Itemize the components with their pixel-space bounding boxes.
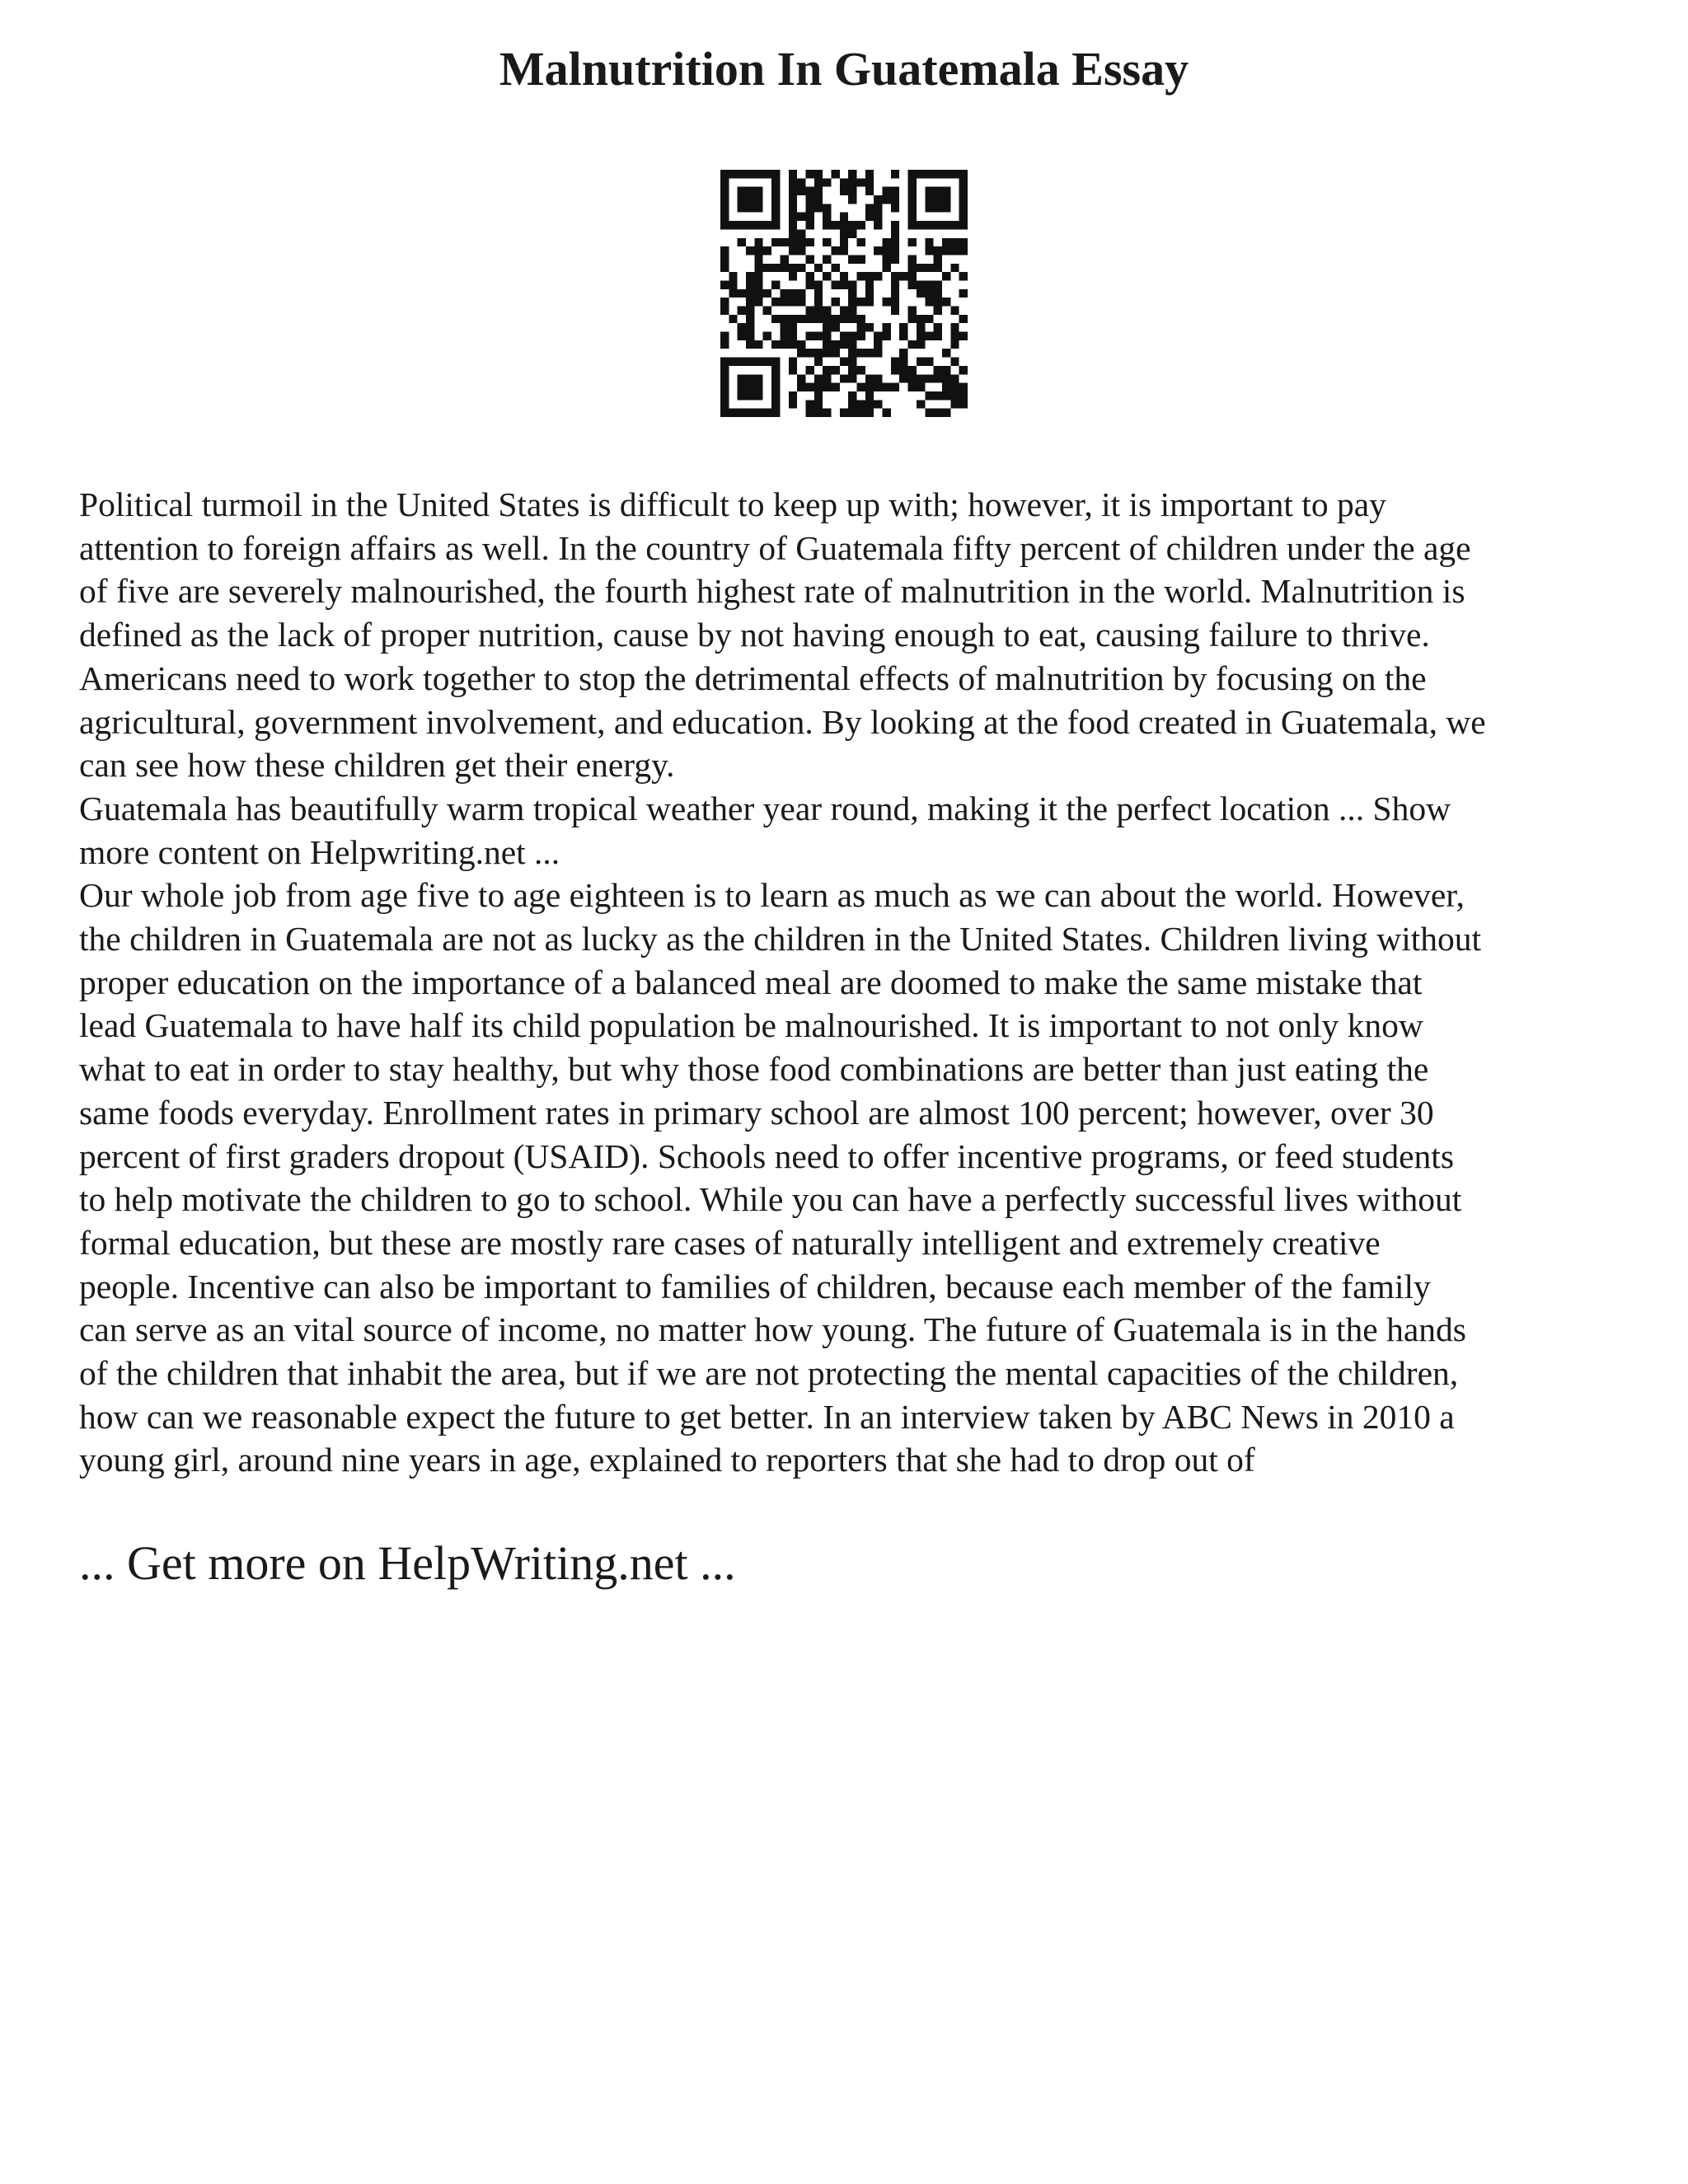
body-line: of five are severely malnourished, the fourth highest rate of malnutrition in the world. Malnutrition is [79,572,1465,611]
body-line: of the children that inhabit the area, but if we are not protecting the mental capacities of the children, [79,1354,1459,1393]
body-line: Guatemala has beautifully warm tropical weather year round, making it the perfect location ... Show [79,789,1451,827]
qr-code-icon [720,170,968,417]
body-line: how can we reasonable expect the future to get better. In an interview taken by ABC News in 2010 a [79,1397,1455,1436]
body-line: people. Incentive can also be important to families of children, because each member of the family [79,1267,1431,1305]
body-line: same foods everyday. Enrollment rates in primary school are almost 100 percent; however, over 30 [79,1093,1434,1132]
body-line: the children in Guatemala are not as lucky as the children in the United States. Children living without [79,920,1482,958]
body-line: percent of first graders dropout (USAID). Schools need to offer incentive programs, or feed students [79,1137,1454,1175]
body-line: Political turmoil in the United States is difficult to keep up with; however, it is important to pay [79,485,1386,523]
body-line: Our whole job from age five to age eighteen is to learn as much as we can about the world. However, [79,876,1465,915]
body-line: young girl, around nine years in age, explained to reporters that she had to drop out of [79,1441,1255,1479]
body-line: to help motivate the children to go to school. While you can have a perfectly successful lives without [79,1180,1462,1219]
body-line: more content on Helpwriting.net ... [79,832,560,871]
body-line: can serve as an vital source of income, no matter how young. The future of Guatemala is in the hands [79,1310,1466,1349]
get-more-link[interactable]: ... Get more on HelpWriting.net ... [79,1536,736,1590]
body-line: attention to foreign affairs as well. In the country of Guatemala fifty percent of children under the age [79,528,1471,567]
body-line: can see how these children get their energy. [79,746,675,785]
page-title: Malnutrition In Guatemala Essay [499,42,1189,96]
body-line: what to eat in order to stay healthy, but why those food combinations are better than just eating the [79,1050,1429,1089]
body-line: defined as the lack of proper nutrition, cause by not having enough to eat, causing failure to thrive. [79,616,1430,654]
body-line: Americans need to work together to stop the detrimental effects of malnutrition by focusing on the [79,658,1427,697]
body-line: formal education, but these are mostly rare cases of naturally intelligent and extremely creative [79,1223,1381,1262]
body-line: proper education on the importance of a balanced meal are doomed to make the same mistake that [79,963,1423,1001]
essay-body [79,483,1629,1482]
body-line: agricultural, government involvement, and education. By looking at the food created in Guatemala, we [79,702,1486,741]
body-line: lead Guatemala to have half its child population be malnourished. It is important to not only know [79,1006,1423,1045]
